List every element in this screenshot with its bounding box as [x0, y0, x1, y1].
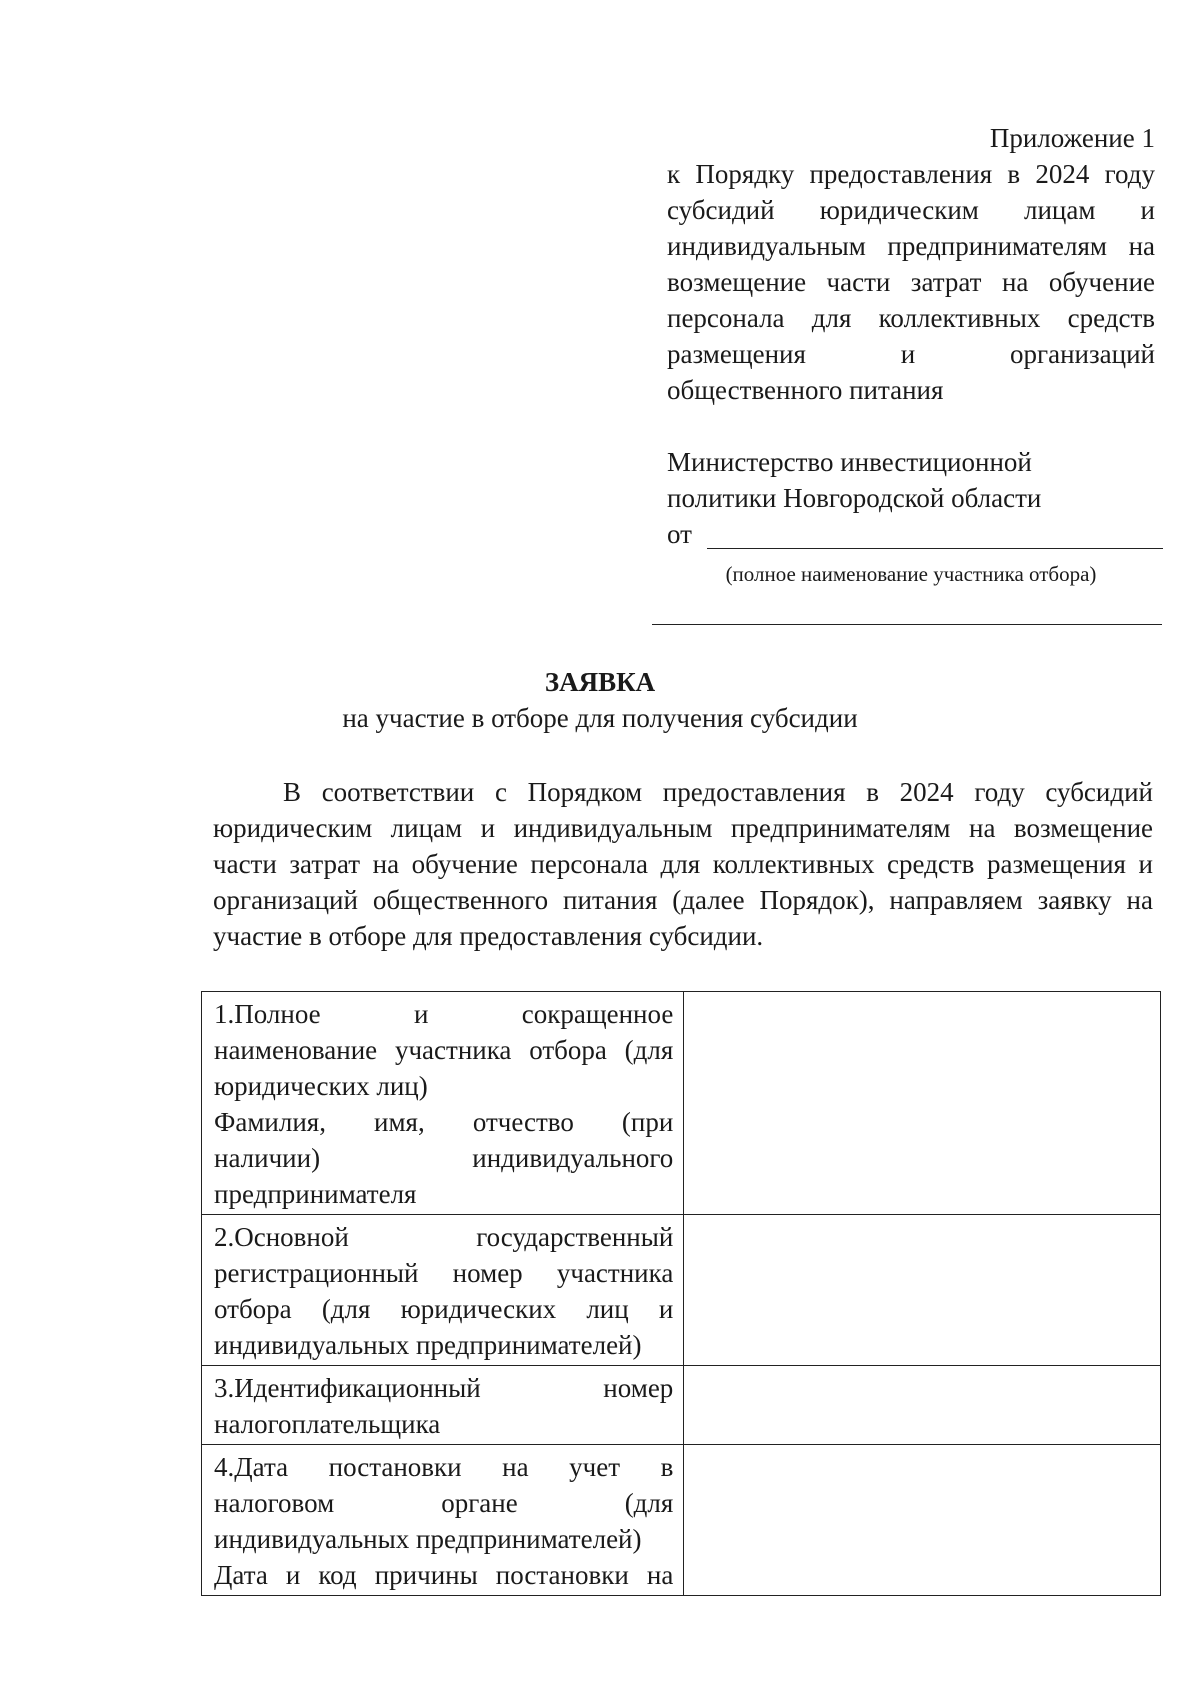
- row-value-field[interactable]: [684, 1215, 1161, 1366]
- row-label-line: индивидуальных предпринимателей): [214, 1524, 642, 1554]
- row-label-line: 3.Идентификационный номер: [214, 1373, 674, 1403]
- appendix-body: [667, 156, 1155, 408]
- row-label-line: регистрационный номер участника: [214, 1258, 674, 1288]
- row-label-line: налогоплательщика: [214, 1409, 441, 1439]
- appendix-line: субсидий юридическим лицам и: [667, 195, 1155, 225]
- table-row: [202, 1366, 1161, 1445]
- from-row: [667, 516, 1155, 552]
- appendix-line: персонала для коллективных средств: [667, 303, 1155, 333]
- appendix-line: общественного питания: [667, 375, 944, 405]
- row-label-line: отбора (для юридических лиц и: [214, 1294, 674, 1324]
- intro-line: участие в отборе для предоставления субсидии.: [213, 921, 764, 951]
- row-label: [202, 1366, 684, 1445]
- row-label-line: налоговом органе (для: [214, 1488, 674, 1518]
- row-label: [202, 992, 684, 1215]
- intro-line: части затрат на обучение персонала для коллективных средств размещения и: [213, 849, 1153, 879]
- intro-line: юридическим лицам и индивидуальным предпринимателям на возмещение: [213, 813, 1153, 843]
- appendix-line: к Порядку предоставления в 2024 году: [667, 159, 1155, 189]
- document-title: ЗАЯВКА: [544, 667, 656, 697]
- row-label-line: предпринимателя: [214, 1179, 417, 1209]
- row-label-line: наличии) индивидуального: [214, 1143, 674, 1173]
- row-value-field[interactable]: [684, 1445, 1161, 1596]
- intro-line: организаций общественного питания (далее Порядок), направляем заявку на: [213, 885, 1153, 915]
- applicant-name-hint: (полное наименование участника отбора): [725, 562, 1097, 586]
- appendix-title: Приложение 1: [989, 123, 1155, 153]
- row-label-line: Дата и код причины постановки на: [214, 1560, 674, 1590]
- row-value-field[interactable]: [684, 1366, 1161, 1445]
- row-label-line: 1.Полное и сокращенное: [214, 999, 674, 1029]
- table-row: [202, 1215, 1161, 1366]
- appendix-block: [667, 120, 1155, 408]
- addressee-line: Министерство инвестиционной: [667, 447, 1032, 477]
- from-label: от: [667, 519, 692, 549]
- applicant-name-field-continued[interactable]: [652, 624, 1162, 625]
- addressee-line: политики Новгородской области: [667, 483, 1042, 513]
- row-label: [202, 1445, 684, 1596]
- row-label-line: наименование участника отбора (для: [214, 1035, 674, 1065]
- intro-line: В соответствии с Порядком предоставления в 2024 году субсидий: [283, 777, 1153, 807]
- document-subtitle: на участие в отборе для получения субсидии: [342, 703, 858, 733]
- applicant-name-field[interactable]: [707, 548, 1163, 549]
- addressee-block: [667, 444, 1155, 552]
- table-row: [202, 1445, 1161, 1596]
- application-form-table: [201, 991, 1161, 1596]
- appendix-line: возмещение части затрат на обучение: [667, 267, 1155, 297]
- document-heading: [0, 664, 1200, 736]
- row-value-field[interactable]: [684, 992, 1161, 1215]
- row-label-line: 2.Основной государственный: [214, 1222, 674, 1252]
- row-label-line: 4.Дата постановки на учет в: [214, 1452, 674, 1482]
- row-label-line: Фамилия, имя, отчество (при: [214, 1107, 674, 1137]
- intro-paragraph: [213, 774, 1153, 954]
- row-label-line: индивидуальных предпринимателей): [214, 1330, 642, 1360]
- row-label: [202, 1215, 684, 1366]
- appendix-line: индивидуальным предпринимателям на: [667, 231, 1155, 261]
- table-row: [202, 992, 1161, 1215]
- row-label-line: юридических лиц): [214, 1071, 428, 1101]
- appendix-line: размещения и организаций: [667, 339, 1155, 369]
